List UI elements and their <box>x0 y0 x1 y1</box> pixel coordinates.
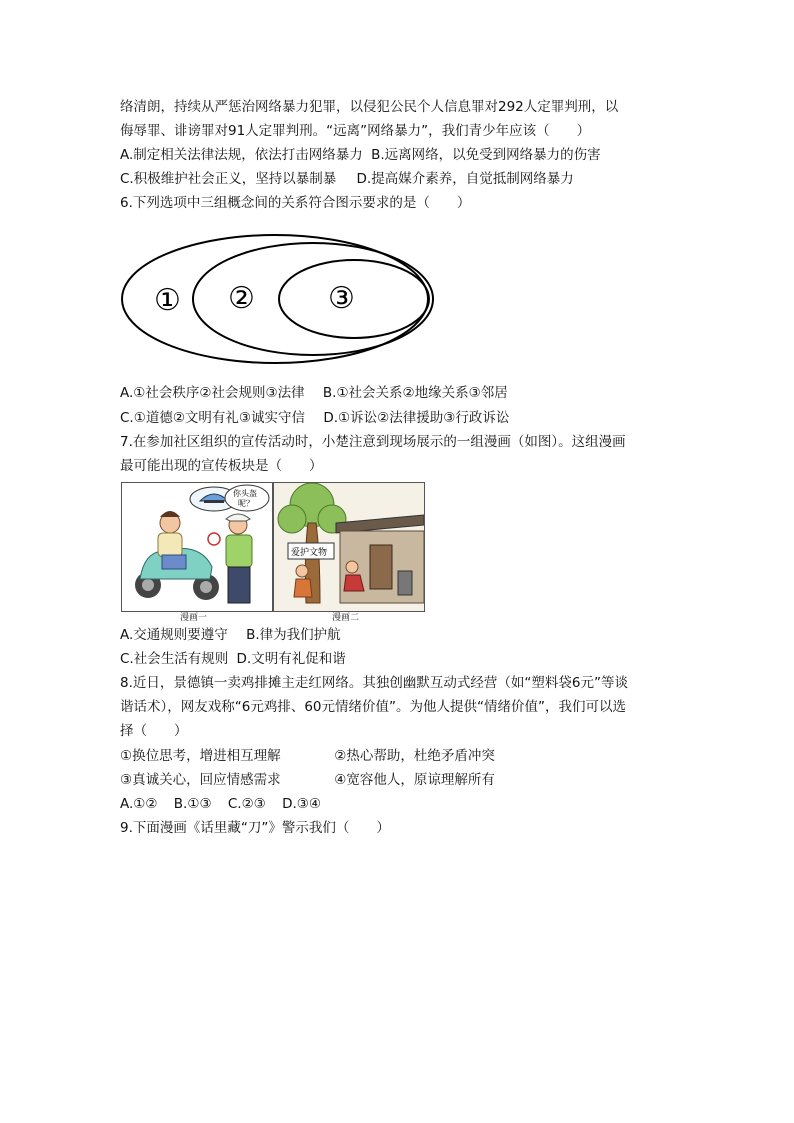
q6-option-d: D.①诉讼②法律援助③行政诉讼 <box>323 410 510 426</box>
q7-option-b: B.律为我们护航 <box>246 627 341 643</box>
q5-option-c: C.积极维护社会正义，坚持以暴制暴 <box>120 171 337 187</box>
comic-one <box>121 482 273 612</box>
q6-stem: 6.下列选项中三组概念间的关系符合图示要求的是（ ） <box>120 195 471 211</box>
comic-one-caption: 漫画一 <box>180 613 208 623</box>
diagram-label-3: ③ <box>328 281 355 316</box>
q6-option-a: A.①社会秩序②社会规则③法律 <box>120 385 305 401</box>
q8-item-1: ①换位思考，增进相互理解 <box>120 748 281 764</box>
building-door <box>370 545 392 589</box>
q8-line-1: 8.近日，景德镇一卖鸡排摊主走红网络。其独创幽默互动式经营（如“塑料袋6元”等谈 <box>120 675 628 691</box>
stone-tablet <box>398 571 412 595</box>
officer-vest <box>226 535 252 567</box>
q8-line-2: 谐话术），网友戏称“6元鸡排、60元情绪价值”。为他人提供“情绪价值”，我们可以选 <box>120 699 626 715</box>
person-two-head <box>346 561 358 573</box>
q9-stem: 9.下面漫画《话里藏“刀”》警示我们（ ） <box>120 820 390 836</box>
q6-option-b: B.①社会关系②地缘关系③邻居 <box>322 385 508 401</box>
q8-items-34 <box>120 769 495 791</box>
q5-line-1: 络清朗，持续从严惩治网络暴力犯罪，以侵犯公民个人信息罪对292人定罪判刑，以 <box>120 99 619 115</box>
bubble-text-2: 呢？ <box>238 499 254 508</box>
q5-option-d: D.提高媒介素养，自觉抵制网络暴力 <box>356 171 574 187</box>
q5-line-2: 侮辱罪、诽谤罪对91人定罪判刑。“远离”网络暴力”，我们青少年应该（ ） <box>120 123 591 139</box>
person-one-body <box>294 579 312 597</box>
q5-options-ab <box>120 144 601 166</box>
q6-options-cd <box>120 407 509 429</box>
q7-options-ab <box>120 624 341 646</box>
q6-options-ab <box>120 382 508 404</box>
q8-items-12 <box>120 745 495 767</box>
bubble-text-1: 你头盔 <box>233 489 257 498</box>
q8-item-4: ④宽容他人，原谅理解所有 <box>334 772 495 788</box>
q8-item-3: ③真诚关心，回应情感需求 <box>120 772 281 788</box>
officer-cap <box>226 514 250 521</box>
rider-shirt <box>158 533 182 557</box>
q7-option-a: A.交通规则要遵守 <box>120 627 228 643</box>
q8-item-2: ②热心帮助，杜绝矛盾冲突 <box>334 748 495 764</box>
comic-one-illustration <box>122 483 272 611</box>
diagram-label-1: ① <box>154 283 181 318</box>
comic-two <box>273 482 425 612</box>
comic-two-illustration <box>274 483 424 611</box>
q8-option-a: A.①② <box>120 796 158 812</box>
rider-pants <box>162 555 186 569</box>
q8-options <box>120 793 321 815</box>
q6-option-c: C.①道德②文明有礼③诚实守信 <box>120 410 306 426</box>
q5-options-cd <box>120 168 574 190</box>
q7-option-d: D.文明有礼促和谐 <box>236 651 346 667</box>
q8-option-c: C.②③ <box>227 796 266 812</box>
person-one-head <box>296 565 308 577</box>
stop-sign-icon <box>208 533 220 545</box>
q8-line-3: 择（ ） <box>120 723 188 739</box>
q7-options-cd <box>120 648 346 670</box>
q7-option-c: C.社会生活有规则 <box>120 651 229 667</box>
person-two-body <box>344 575 364 591</box>
q8-option-b: B.①③ <box>173 796 212 812</box>
comic-two-caption: 漫画二 <box>332 613 360 623</box>
q7-line-1: 7.在参加社区组织的宣传活动时，小楚注意到现场展示的一组漫画（如图）。这组漫画 <box>120 434 626 450</box>
q8-option-d: D.③④ <box>282 796 321 812</box>
q5-option-b: B.远离网络，以免受到网络暴力的伤害 <box>371 147 601 163</box>
officer-pants <box>228 567 250 603</box>
diagram-label-2: ② <box>228 281 255 316</box>
nested-ellipses-diagram <box>118 228 438 378</box>
sign-text: 爱护文物 <box>291 548 328 558</box>
q5-option-a: A.制定相关法律法规，依法打击网络暴力 <box>120 147 363 163</box>
q7-line-2: 最可能出现的宣传板块是（ ） <box>120 458 323 474</box>
